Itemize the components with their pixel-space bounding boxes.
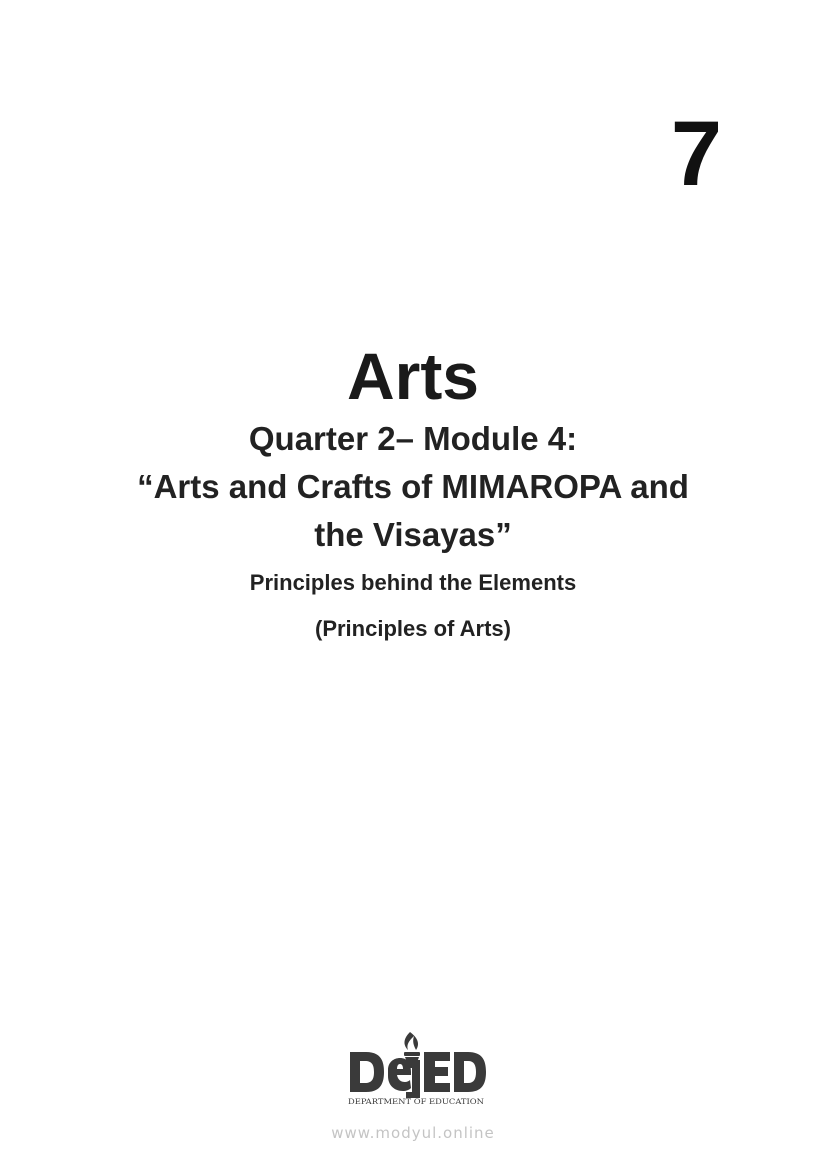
module-title bbox=[0, 463, 826, 559]
module-title-line-2: the Visayas” bbox=[314, 516, 512, 553]
grade-number: 7 bbox=[670, 103, 722, 205]
lesson-title: Principles behind the Elements bbox=[249, 570, 577, 595]
quarter-module-label: Quarter 2– Module 4: bbox=[248, 420, 578, 457]
deped-logo bbox=[344, 1030, 492, 1108]
module-title-line-1: “Arts and Crafts of MIMAROPA and bbox=[137, 468, 689, 505]
lesson-subtitle: (Principles of Arts) bbox=[315, 616, 511, 641]
subject-title: Arts bbox=[346, 339, 480, 413]
watermark-text: www.modyul.online bbox=[331, 1124, 495, 1142]
logo-caption: DEPARTMENT OF EDUCATION bbox=[348, 1097, 484, 1106]
